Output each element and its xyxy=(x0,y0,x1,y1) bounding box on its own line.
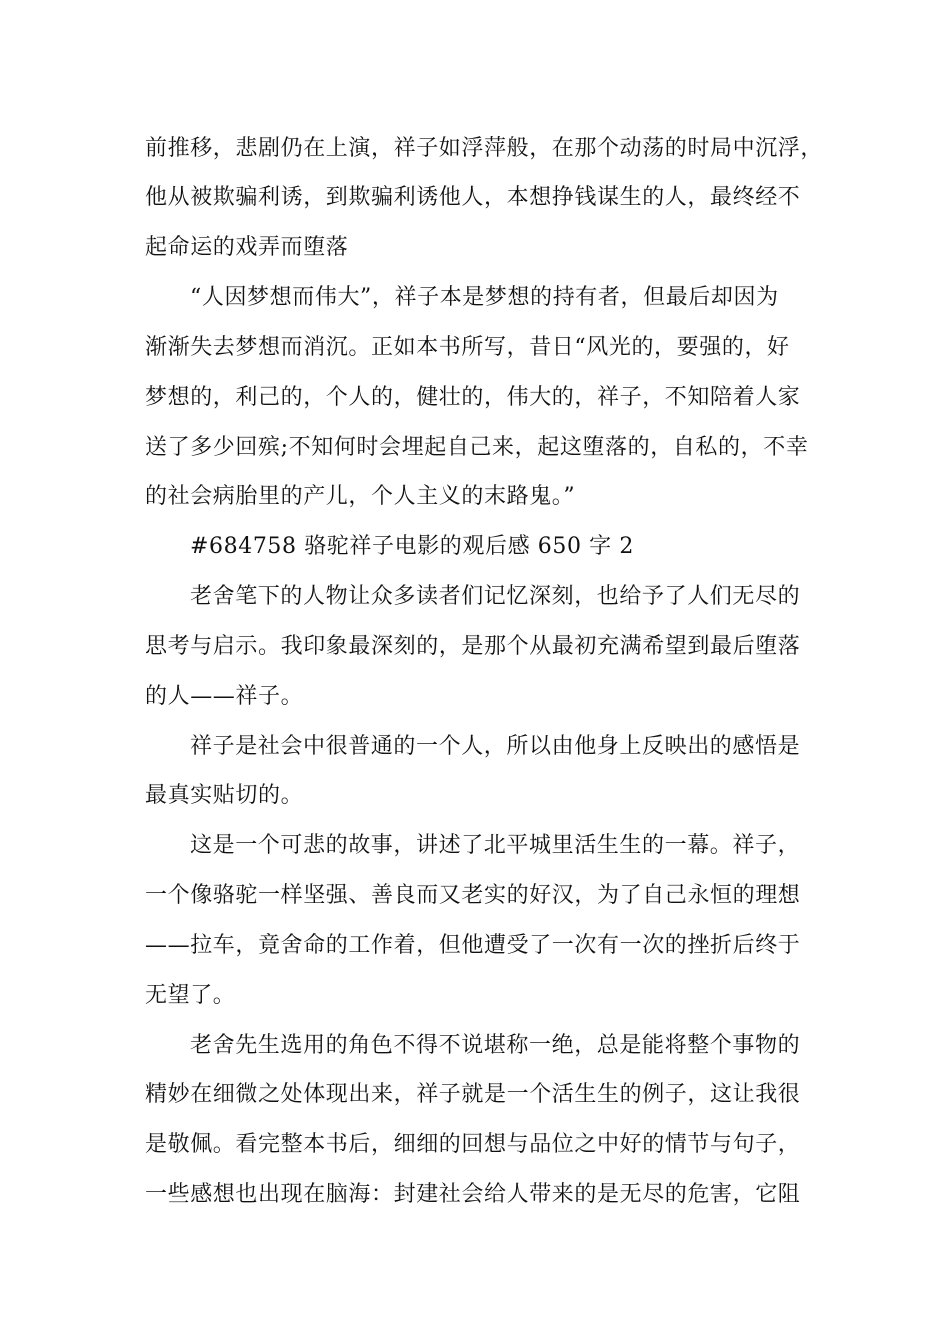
text-line: 最真实贴切的。 xyxy=(145,783,304,808)
text-line: 的人——祥子。 xyxy=(145,684,304,709)
paragraph-first-line: 老舍笔下的人物让众多读者们记忆深刻，也给予了人们无尽的 xyxy=(190,584,801,609)
text-line: 梦想的，利己的，个人的，健壮的，伟大的，祥子，不知陪着人家 xyxy=(145,385,801,410)
text-line: 起命运的戏弄而堕落 xyxy=(145,235,349,260)
text-line: 他从被欺骗利诱，到欺骗利诱他人，本想挣钱谋生的人，最终经不 xyxy=(145,185,801,210)
paragraph-first-line: “人因梦想而伟大”，祥子本是梦想的持有者，但最后却因为 xyxy=(190,285,779,310)
paragraph-first-line: 这是一个可悲的故事，讲述了北平城里活生生的一幕。祥子， xyxy=(190,833,801,858)
text-line: 精妙在细微之处体现出来，祥子就是一个活生生的例子，这让我很 xyxy=(145,1082,801,1107)
text-line: 送了多少回殡;不知何时会埋起自己来，起这堕落的，自私的，不幸 xyxy=(145,435,809,460)
paragraph-first-line: 祥子是社会中很普通的一个人，所以由他身上反映出的感悟是 xyxy=(190,734,801,759)
text-line: 的社会病胎里的产儿，个人主义的末路鬼。” xyxy=(145,484,576,509)
text-line: 思考与启示。我印象最深刻的，是那个从最初充满希望到最后堕落 xyxy=(145,634,801,659)
text-line: 前推移，悲剧仍在上演，祥子如浮萍般，在那个动荡的时局中沉浮， xyxy=(145,136,824,161)
text-line: ——拉车，竟舍命的工作着，但他遭受了一次有一次的挫折后终于 xyxy=(145,933,801,958)
paragraph-first-line: 老舍先生选用的角色不得不说堪称一绝，总是能将整个事物的 xyxy=(190,1033,801,1058)
text-line: 渐渐失去梦想而消沉。正如本书所写，昔日“风光的，要强的，好 xyxy=(145,335,790,360)
text-line: 是敬佩。看完整本书后，细细的回想与品位之中好的情节与句子， xyxy=(145,1132,801,1157)
text-line: 无望了。 xyxy=(145,983,236,1008)
text-line: 一些感想也出现在脑海：封建社会给人带来的是无尽的危害，它阻 xyxy=(145,1182,801,1207)
text-line: 一个像骆驼一样坚强、善良而又老实的好汉，为了自己永恒的理想 xyxy=(145,883,801,908)
section-heading: #684758 骆驼祥子电影的观后感 650 字 2 xyxy=(190,534,634,559)
